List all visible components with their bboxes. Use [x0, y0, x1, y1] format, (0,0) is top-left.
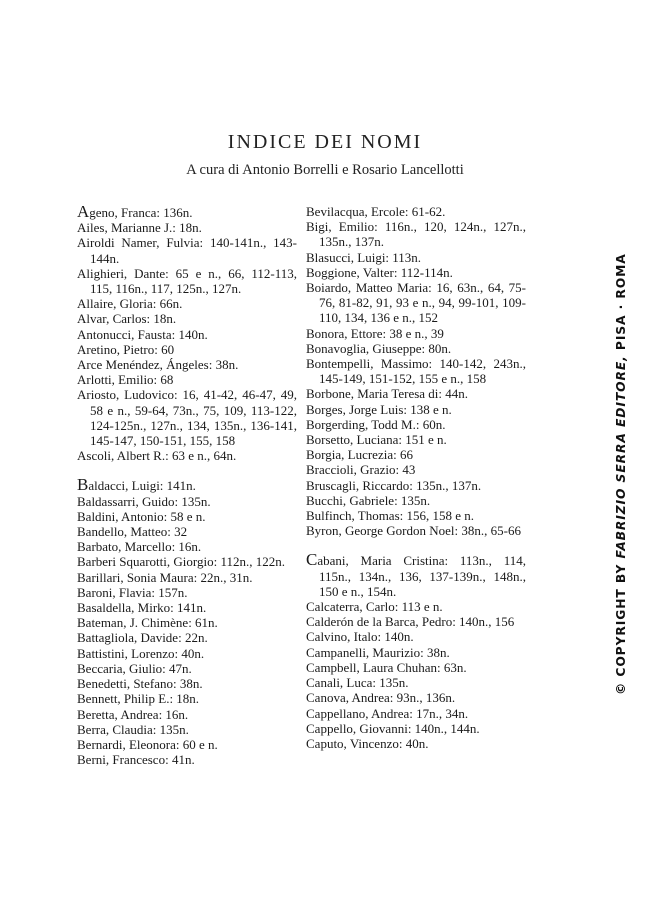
index-entry [306, 736, 526, 751]
index-entry [77, 585, 297, 600]
index-entry-text: Boggione, Valter: 112-114n. [306, 264, 453, 280]
index-entry [77, 204, 297, 220]
index-entry-text: Bulfinch, Thomas: 156, 158 e n. [306, 508, 475, 524]
index-entry-text: Cappellano, Andrea: 17n., 34n. [306, 705, 469, 721]
index-entry-text: Bruscagli, Riccardo: 135n., 137n. [306, 477, 482, 493]
index-entry-text: Borsetto, Luciana: 151 e n. [306, 432, 447, 448]
index-column-right [306, 204, 526, 751]
index-entry [306, 447, 526, 462]
section-letter: A [77, 202, 90, 221]
index-entry-text: Canova, Andrea: 93n., 136n. [306, 690, 456, 706]
index-entry-text: Calderón de la Barca, Pedro: 140n., 156 [306, 614, 515, 630]
index-entry [306, 552, 526, 599]
index-entry [306, 675, 526, 690]
index-entry-text: Borbone, Maria Teresa di: 44n. [306, 386, 469, 402]
index-entry-text: Basaldella, Mirko: 141n. [77, 600, 207, 616]
index-entry [306, 508, 526, 523]
index-entry [306, 690, 526, 705]
page-subtitle: A cura di Antonio Borrelli e Rosario Lancellotti [186, 162, 464, 178]
index-entry-text: Barbato, Marcello: 16n. [77, 539, 202, 555]
index-entry-text: Campbell, Laura Chuhan: 63n. [306, 659, 467, 675]
index-entry [306, 280, 526, 326]
index-entry [77, 661, 297, 676]
index-entry-text: Ascoli, Albert R.: 63 e n., 64n. [77, 448, 237, 464]
index-entry-text: Caputo, Vincenzo: 40n. [306, 735, 429, 751]
index-entry [306, 629, 526, 644]
index-entry [77, 646, 297, 661]
index-entry [77, 448, 297, 463]
index-entry [77, 737, 297, 752]
index-entry [77, 494, 297, 509]
index-entry-text: Canali, Luca: 135n. [306, 675, 409, 691]
index-entry-text: Bucchi, Gabriele: 135n. [306, 492, 431, 508]
index-entry-text: Borges, Jorge Luis: 138 e n. [306, 401, 452, 417]
section-letter: C [306, 550, 318, 570]
index-entry [77, 554, 297, 569]
index-entry-text: Baldassarri, Guido: 135n. [77, 493, 211, 509]
index-entry [77, 707, 297, 722]
index-entry-text: Bennett, Philip E.: 18n. [77, 691, 200, 707]
index-entry-text: Beretta, Andrea: 16n. [77, 706, 189, 722]
index-entry-text: Barberi Squarotti, Giorgio: 112n., 122n. [77, 554, 285, 570]
index-entry [77, 342, 297, 357]
index-entry [77, 570, 297, 585]
index-entry-text: Bonora, Ettore: 38 e n., 39 [306, 325, 444, 341]
index-entry [306, 660, 526, 675]
index-entry-text: aldacci, Luigi: 141n. [88, 478, 196, 494]
index-entry-text: Alighieri, Dante: 65 e n., 66, 112-113, 115, 116n., 117, 125n., 127n. [77, 265, 297, 297]
copyright-symbol: © [614, 681, 628, 695]
index-entry-text: Bontempelli, Massimo: 140-142, 243n., 145-149, 151-152, 155 e n., 158 [306, 356, 526, 387]
index-entry-text: Arce Menéndez, Ángeles: 38n. [77, 357, 239, 373]
index-entry [306, 645, 526, 660]
index-entry-text: geno, Franca: 136n. [89, 205, 193, 220]
index-entry-text: Alvar, Carlos: 18n. [77, 311, 177, 327]
index-entry-text: Battistini, Lorenzo: 40n. [77, 645, 205, 661]
index-entry-text: Berra, Claudia: 135n. [77, 721, 189, 737]
index-entry-text: Bevilacqua, Ercole: 61-62. [306, 204, 446, 219]
page-title: INDICE DEI NOMI [227, 131, 423, 153]
index-entry [77, 615, 297, 630]
index-entry [77, 266, 297, 296]
copyright-publisher: FABRIZIO SERRA EDITORE, [614, 355, 628, 559]
index-entry-text: Baroni, Flavia: 157n. [77, 584, 188, 600]
index-entry-text: Braccioli, Grazio: 43 [306, 462, 416, 478]
index-entry [77, 220, 297, 235]
index-entry-text: Campanelli, Maurizio: 38n. [306, 644, 450, 660]
index-entry [77, 357, 297, 372]
index-entry-text: Calvino, Italo: 140n. [306, 629, 414, 645]
index-entry [306, 356, 526, 386]
index-entry-text: Arlotti, Emilio: 68 [77, 372, 174, 388]
index-entry-text: Bernardi, Eleonora: 60 e n. [77, 736, 218, 752]
index-entry-text: Ailes, Marianne J.: 18n. [77, 220, 202, 236]
index-entry-text: Aretino, Pietro: 60 [77, 341, 175, 357]
index-entry-text: Byron, George Gordon Noel: 38n., 65-66 [306, 523, 521, 539]
index-entry-text: Battagliola, Davide: 22n. [77, 630, 208, 646]
index-entry [306, 462, 526, 477]
index-entry [306, 432, 526, 447]
index-entry [306, 523, 526, 538]
index-entry-text: Airoldi Namer, Fulvia: 140-141n., 143-144n. [77, 235, 297, 266]
index-entry [77, 372, 297, 387]
index-entry [77, 509, 297, 524]
index-entry [77, 524, 297, 539]
index-entry [306, 250, 526, 265]
index-entry [77, 676, 297, 691]
index-entry [77, 600, 297, 615]
index-column-left [77, 204, 297, 767]
index-entry [306, 204, 526, 219]
copyright-place: PISA · ROMA [614, 253, 628, 351]
index-entry-text: abani, Maria Cristina: 113n., 114, 115n., 134n., 136, 137-139n., 148n., 150 e n., 154n. [317, 553, 526, 599]
index-entry-text: Ariosto, Ludovico: 16, 41-42, 46-47, 49, 58 e n., 59-64, 73n., 75, 109, 113-122, 124-125n., 127n., 134, 135n., 136-141, 145-147, 150-151, 155, 158 [77, 387, 297, 449]
section-letter: B [77, 475, 89, 495]
index-entry-text: Bigi, Emilio: 116n., 120, 124n., 127n., 135n., 137n. [306, 219, 526, 250]
copyright-notice [614, 253, 628, 695]
index-entry-text: Berni, Francesco: 41n. [77, 752, 195, 768]
index-entry-text: Antonucci, Fausta: 140n. [77, 326, 208, 342]
index-entry [306, 721, 526, 736]
index-entry [77, 235, 297, 265]
index-entry-text: Calcaterra, Carlo: 113 e n. [306, 599, 443, 615]
index-entry [77, 630, 297, 645]
index-entry [306, 219, 526, 249]
index-entry-text: Beccaria, Giulio: 47n. [77, 660, 192, 676]
index-entry [306, 265, 526, 280]
index-entry-text: Barillari, Sonia Maura: 22n., 31n. [77, 569, 253, 585]
index-entry-text: Bonavoglia, Giuseppe: 80n. [306, 340, 452, 356]
index-entry [306, 599, 526, 614]
index-entry [77, 311, 297, 326]
index-entry [77, 327, 297, 342]
index-entry [77, 752, 297, 767]
index-entry [77, 387, 297, 448]
index-entry [77, 691, 297, 706]
index-entry [306, 417, 526, 432]
index-entry-text: Boiardo, Matteo Maria: 16, 63n., 64, 75-76, 81-82, 91, 93 e n., 94, 99-101, 109-110, 134, 136 e n., 152 [306, 280, 526, 326]
index-entry [77, 722, 297, 737]
index-entry-text: Benedetti, Stefano: 38n. [77, 676, 203, 692]
index-entry-text: Cappello, Giovanni: 140n., 144n. [306, 720, 480, 736]
index-entry-text: Borgia, Lucrezia: 66 [306, 447, 413, 463]
index-entry-text: Blasucci, Luigi: 113n. [306, 249, 422, 265]
index-entry [306, 386, 526, 401]
index-entry-text: Borgerding, Todd M.: 60n. [306, 416, 446, 432]
index-entry [306, 478, 526, 493]
index-entry [77, 296, 297, 311]
index-entry [77, 539, 297, 554]
index-entry [306, 326, 526, 341]
index-entry [306, 614, 526, 629]
index-entry-text: Bateman, J. Chimène: 61n. [77, 615, 218, 631]
index-entry-text: Bandello, Matteo: 32 [77, 524, 188, 540]
copyright-prefix: COPYRIGHT BY [614, 563, 628, 677]
index-entry-text: Baldini, Antonio: 58 e n. [77, 508, 206, 524]
index-entry [306, 341, 526, 356]
index-entry [306, 706, 526, 721]
index-entry [306, 493, 526, 508]
index-entry [306, 402, 526, 417]
index-entry-text: Allaire, Gloria: 66n. [77, 296, 183, 312]
index-entry [77, 477, 297, 493]
